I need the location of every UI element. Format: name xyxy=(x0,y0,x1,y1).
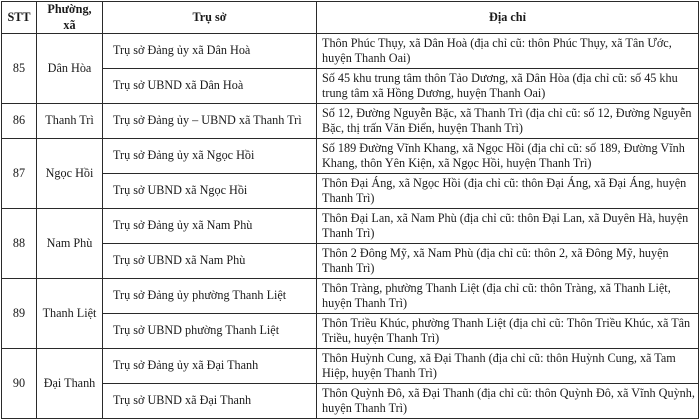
office-cell: Trụ sở Đảng ủy xã Đại Thanh xyxy=(103,349,317,384)
office-address-table xyxy=(1,1,699,419)
table-row xyxy=(2,34,699,69)
address-cell: Thôn 2 Đông Mỹ, xã Nam Phù (địa chỉ cũ: thôn 2, xã Đông Mỹ, huyện Thanh Trì) xyxy=(317,244,699,279)
office-cell: Trụ sở Đảng ủy xã Nam Phù xyxy=(103,209,317,244)
stt-cell: 88 xyxy=(2,209,37,279)
office-cell: Trụ sở UBND xã Dân Hoà xyxy=(103,69,317,104)
table-row xyxy=(2,244,699,279)
address-cell: Thôn Triều Khúc, phường Thanh Liệt (địa chỉ cũ: Thôn Triều Khúc, xã Tân Triều, huyện Thanh Trì) xyxy=(317,314,699,349)
address-cell: Số 45 khu trung tâm thôn Tảo Dương, xã Dân Hòa (địa chỉ cũ: số 45 khu trung tâm xã Hồng Dương, huyện Thanh Oai) xyxy=(317,69,699,104)
ward-cell: Dân Hòa xyxy=(37,34,103,104)
table-row xyxy=(2,279,699,314)
table-row xyxy=(2,209,699,244)
office-cell: Trụ sở UBND xã Đại Thanh xyxy=(103,384,317,419)
address-cell: Số 189 Đường Vĩnh Khang, xã Ngọc Hồi (địa chỉ cũ: số 189, Đường Vĩnh Khang, thôn Yên Kiện, xã Ngọc Hồi, huyện Thanh Trì) xyxy=(317,139,699,174)
stt-cell: 85 xyxy=(2,34,37,104)
office-cell: Trụ sở UBND xã Nam Phù xyxy=(103,244,317,279)
office-cell: Trụ sở Đảng ủy xã Dân Hoà xyxy=(103,34,317,69)
address-cell: Thôn Phúc Thụy, xã Dân Hoà (địa chỉ cũ: thôn Phúc Thụy, xã Tân Ước, huyện Thanh Oai) xyxy=(317,34,699,69)
ward-cell: Thanh Liệt xyxy=(37,279,103,349)
table-row xyxy=(2,314,699,349)
address-cell: Thôn Đại Áng, xã Ngọc Hồi (địa chỉ cũ: thôn Đại Áng, xã Đại Áng, huyện Thanh Trì) xyxy=(317,174,699,209)
ward-cell: Thanh Trì xyxy=(37,104,103,139)
header-address: Địa chỉ xyxy=(317,2,699,34)
office-cell: Trụ sở UBND phường Thanh Liệt xyxy=(103,314,317,349)
stt-cell: 89 xyxy=(2,279,37,349)
table-header-row xyxy=(2,2,699,34)
ward-cell: Đại Thanh xyxy=(37,349,103,419)
office-cell: Trụ sở Đảng ủy xã Ngọc Hồi xyxy=(103,139,317,174)
table-row xyxy=(2,69,699,104)
stt-cell: 86 xyxy=(2,104,37,139)
address-cell: Số 12, Đường Nguyễn Bặc, xã Thanh Trì (địa chỉ cũ: số 12, Đường Nguyễn Bặc, thị trấn Văn Điển, huyện Thanh Trì) xyxy=(317,104,699,139)
table-row xyxy=(2,104,699,139)
office-cell: Trụ sở UBND xã Ngọc Hồi xyxy=(103,174,317,209)
header-office: Trụ sở xyxy=(103,2,317,34)
address-cell: Thôn Huỳnh Cung, xã Đại Thanh (địa chỉ cũ: thôn Huỳnh Cung, xã Tam Hiệp, huyện Thanh Trì) xyxy=(317,349,699,384)
stt-cell: 90 xyxy=(2,349,37,419)
table-row xyxy=(2,349,699,384)
office-cell: Trụ sở Đảng ủy – UBND xã Thanh Trì xyxy=(103,104,317,139)
office-cell: Trụ sở Đảng ủy phường Thanh Liệt xyxy=(103,279,317,314)
address-cell: Thôn Quỳnh Đô, xã Đại Thanh (địa chỉ cũ: thôn Quỳnh Đô, xã Vĩnh Quỳnh, huyện Thanh Trì) xyxy=(317,384,699,419)
table-row xyxy=(2,384,699,419)
header-stt: STT xyxy=(2,2,37,34)
ward-cell: Ngọc Hồi xyxy=(37,139,103,209)
stt-cell: 87 xyxy=(2,139,37,209)
ward-cell: Nam Phù xyxy=(37,209,103,279)
address-cell: Thôn Đại Lan, xã Nam Phù (địa chỉ cũ: thôn Đại Lan, xã Duyên Hà, huyện Thanh Trì) xyxy=(317,209,699,244)
header-ward: Phường, xã xyxy=(37,2,103,34)
table-row xyxy=(2,174,699,209)
address-cell: Thôn Tràng, phường Thanh Liệt (địa chỉ cũ: thôn Tràng, xã Thanh Liệt, huyện Thanh Trì) xyxy=(317,279,699,314)
table-row xyxy=(2,139,699,174)
